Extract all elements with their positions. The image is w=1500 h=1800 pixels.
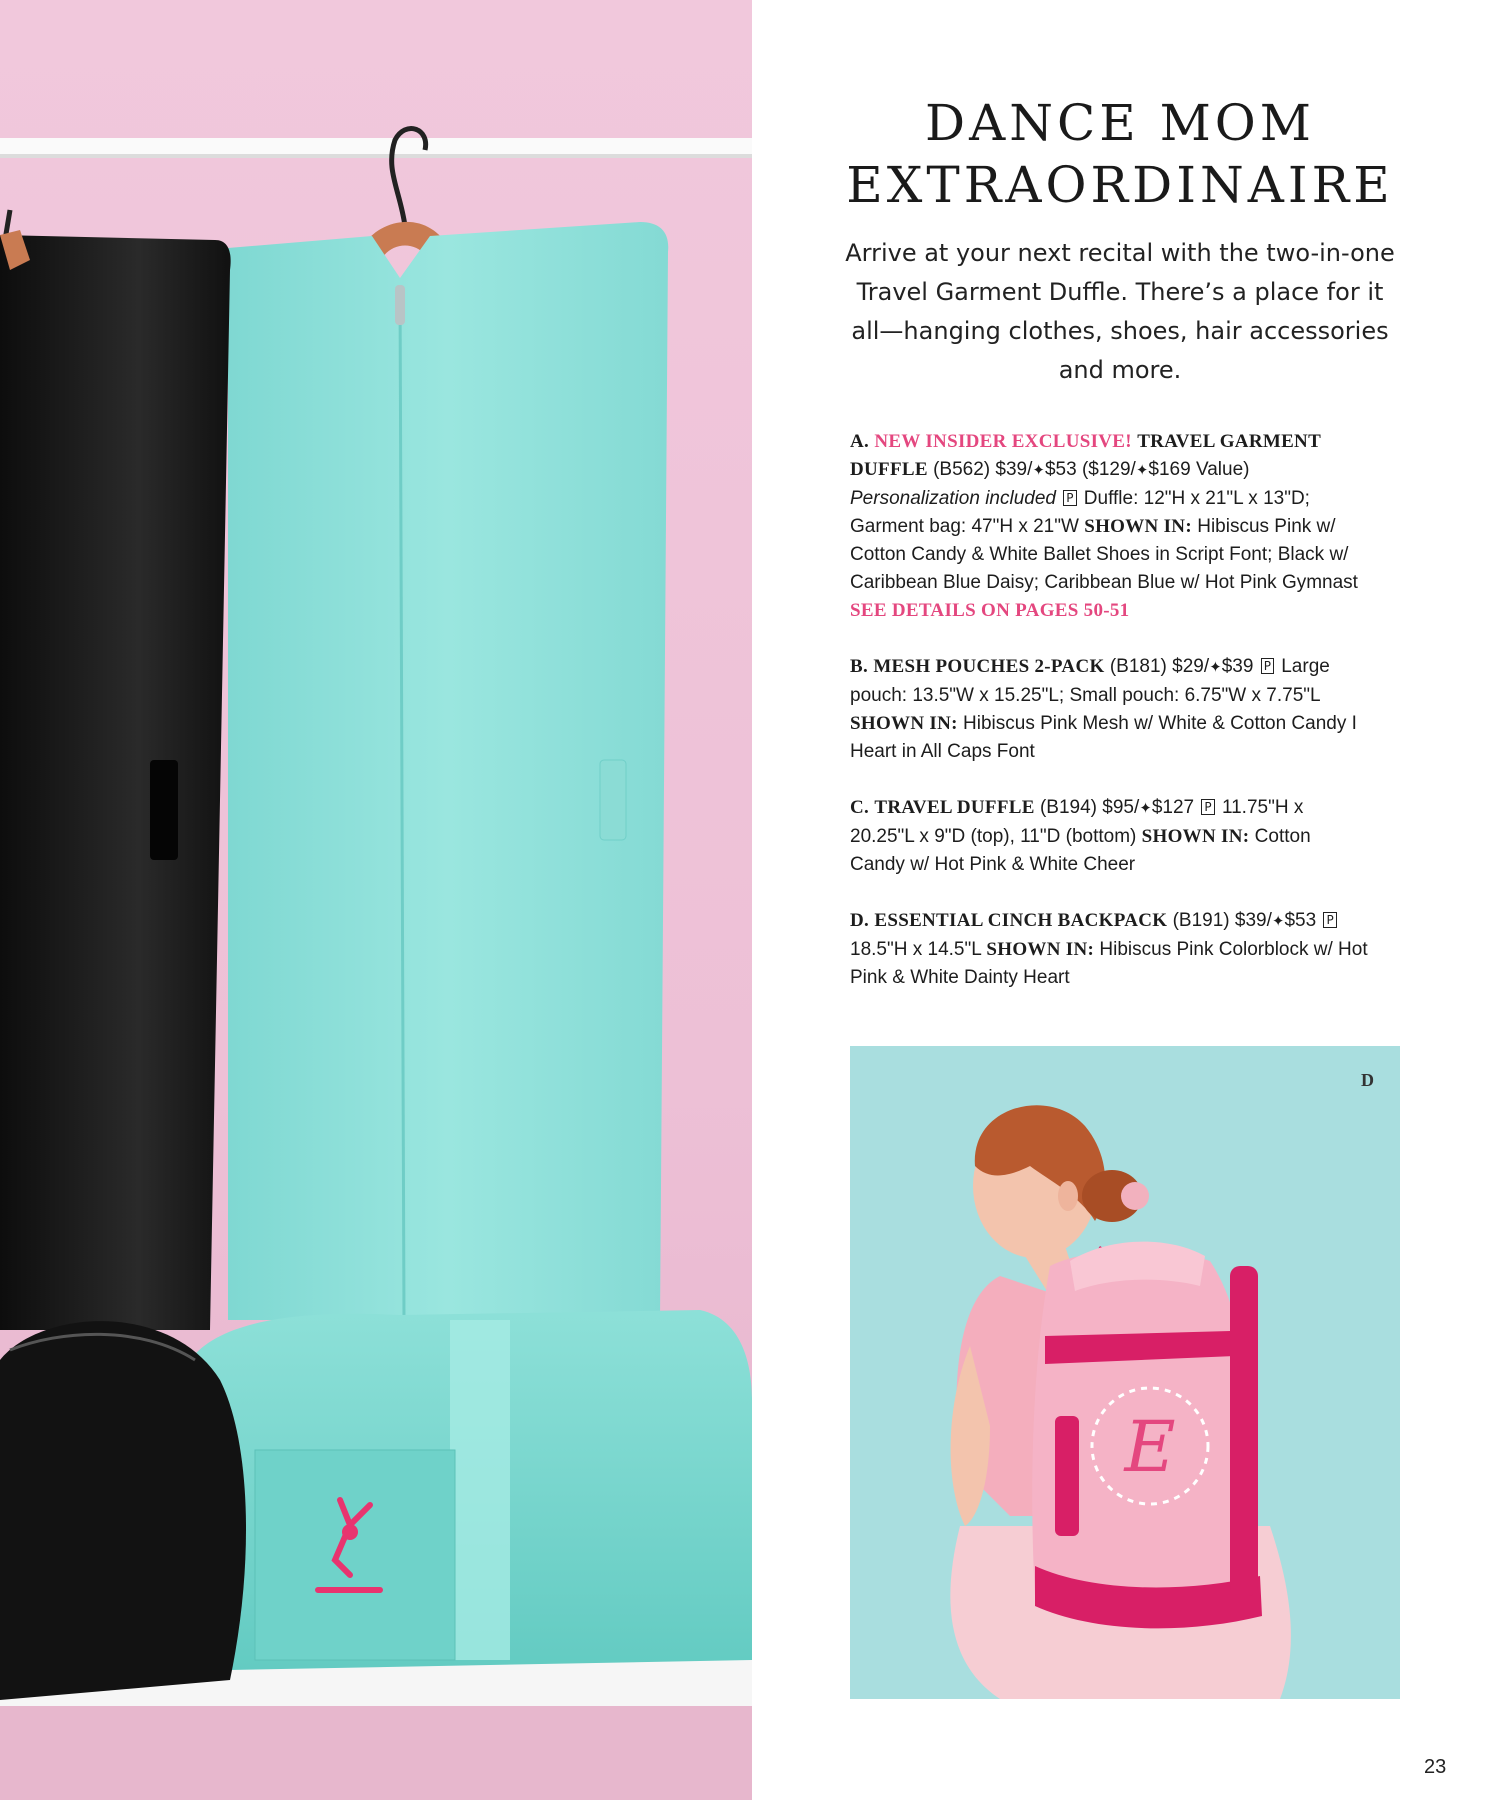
- product-price: $39/: [995, 459, 1033, 480]
- photo-label-d: D: [1361, 1070, 1374, 1090]
- personalization-icon: P: [1261, 658, 1274, 674]
- product-b: [850, 653, 1370, 766]
- product-price-canada: $53: [1284, 910, 1317, 931]
- maple-leaf-icon: ✦: [1135, 462, 1149, 479]
- personalization-icon: P: [1323, 912, 1336, 928]
- product-letter: D.: [850, 910, 870, 931]
- product-name: TRAVEL DUFFLE: [874, 797, 1035, 818]
- product-letter: B.: [850, 656, 869, 677]
- product-letter: A.: [850, 431, 870, 452]
- product-d: [850, 907, 1370, 992]
- shown-in-label: SHOWN IN:: [986, 939, 1095, 960]
- page-title-line-1: DANCE MOM: [925, 94, 1315, 152]
- shown-in-text: Cotton Candy w/ Hot Pink & White Cheer: [850, 826, 1311, 875]
- product-value-canada: $169 Value): [1148, 459, 1250, 480]
- personalization-note: Personalization included: [850, 488, 1056, 509]
- maple-leaf-icon: ✦: [1139, 800, 1152, 817]
- product-name: TRAVEL GARMENT DUFFLE: [850, 431, 1321, 480]
- product-price: $95/: [1102, 797, 1140, 818]
- shown-in-label: SHOWN IN:: [850, 713, 958, 734]
- shown-in-text: Hibiscus Pink w/ Cotton Candy & White Ballet Shoes in Script Font; Black w/ Caribbean Blue Daisy; Caribbean Blue w/ Hot Pink Gymnast: [850, 516, 1358, 593]
- product-sku: (B191): [1172, 910, 1230, 931]
- page-number: 23: [1424, 1756, 1447, 1778]
- insider-exclusive-badge: NEW INSIDER EXCLUSIVE!: [874, 431, 1132, 452]
- maple-leaf-icon: ✦: [1271, 913, 1285, 930]
- shown-in-text: Hibiscus Pink Colorblock w/ Hot Pink & White Dainty Heart: [850, 939, 1368, 988]
- maple-leaf-icon: ✦: [1032, 462, 1045, 479]
- product-dimensions: 18.5"H x 14.5"L: [850, 939, 982, 960]
- product-name: ESSENTIAL CINCH BACKPACK: [874, 910, 1168, 931]
- product-letter: C.: [850, 797, 870, 818]
- product-price: $29/: [1172, 656, 1210, 677]
- product-price-canada: $53: [1044, 459, 1077, 480]
- backpack-photo: [850, 1046, 1400, 1699]
- product-sku: (B194): [1039, 797, 1098, 818]
- shown-in-label: SHOWN IN:: [1141, 826, 1250, 847]
- product-price-canada: $39: [1221, 656, 1254, 677]
- product-price-canada: $127: [1151, 797, 1195, 818]
- product-sku: (B181): [1109, 656, 1167, 677]
- black-travel-duffle: [0, 1321, 246, 1700]
- see-details-link[interactable]: SEE DETAILS ON PAGES 50-51: [850, 600, 1130, 621]
- personalization-icon: P: [1201, 799, 1214, 815]
- personalization-icon: P: [1063, 490, 1076, 506]
- shown-in-text: Hibiscus Pink Mesh w/ White & Cotton Candy I Heart in All Caps Font: [850, 713, 1357, 762]
- product-dimensions: Duffle: 12"H x 21"L x 13"D; Garment bag: 47"H x 21"W: [850, 488, 1310, 537]
- product-value: ($129/: [1081, 459, 1136, 480]
- backpack-monogram: E: [1124, 1406, 1176, 1488]
- shown-in-label: SHOWN IN:: [1084, 516, 1192, 537]
- product-dimensions: 11.75"H x 20.25"L x 9"D (top), 11"D (bottom): [850, 797, 1304, 847]
- product-price: $39/: [1234, 910, 1272, 931]
- product-list: [850, 428, 1370, 1020]
- page-title: [770, 92, 1470, 216]
- product-a: [850, 428, 1370, 625]
- black-garment-bag: [0, 235, 231, 1330]
- product-dimensions: Large pouch: 13.5"W x 15.25"L; Small pouch: 6.75"W x 7.75"L: [850, 656, 1330, 706]
- product-name: MESH POUCHES 2-PACK: [873, 656, 1105, 677]
- maple-leaf-icon: ✦: [1209, 659, 1222, 676]
- girl-with-backpack-illustration: [850, 1046, 1400, 1699]
- product-sku: (B562): [933, 459, 991, 480]
- intro-paragraph: Arrive at your next recital with the two-in-one Travel Garment Duffle. There’s a place for it all—hanging clothes, shoes, hair accessories and more.: [845, 239, 1395, 384]
- product-c: [850, 794, 1370, 879]
- page-title-line-2: EXTRAORDINAIRE: [846, 156, 1394, 214]
